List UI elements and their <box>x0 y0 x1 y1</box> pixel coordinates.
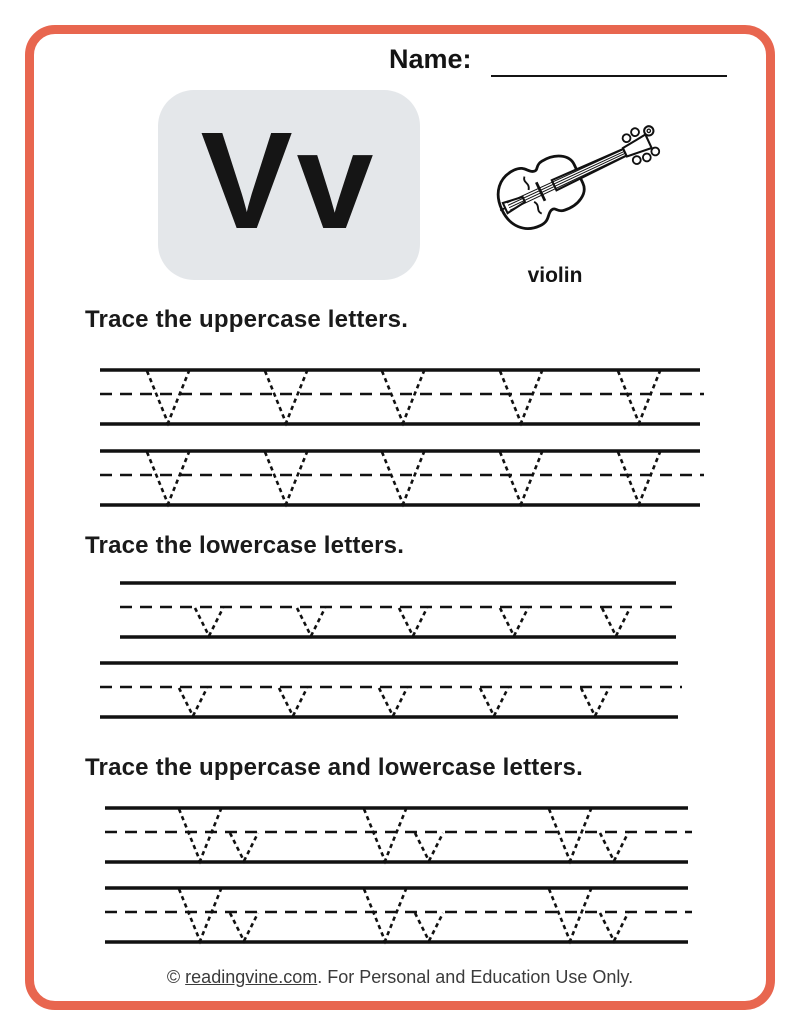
name-label: Name: <box>389 44 472 74</box>
trace-row-uppercase-1 <box>0 365 800 429</box>
footer-credit <box>0 967 800 988</box>
heading-mixed: Trace the uppercase and lowercase letters. <box>85 754 583 781</box>
violin-illustration <box>440 106 670 266</box>
name-write-line <box>491 51 727 77</box>
heading-uppercase: Trace the uppercase letters. <box>85 306 409 333</box>
letter-card <box>158 90 420 280</box>
trace-row-uppercase-2 <box>0 446 800 510</box>
footer-suffix: . For Personal and Education Use Only. <box>317 967 634 987</box>
letter-pair-text: Vv <box>200 104 378 258</box>
trace-row-mixed-1 <box>0 803 800 867</box>
footer-prefix: © <box>166 967 186 987</box>
heading-lowercase: Trace the lowercase letters. <box>85 532 405 559</box>
trace-row-lowercase-1 <box>0 578 800 642</box>
trace-row-mixed-2 <box>0 883 800 947</box>
illustration-caption: violin <box>527 264 583 287</box>
footer-link[interactable]: readingvine.com <box>185 967 318 987</box>
trace-row-lowercase-2 <box>0 658 800 722</box>
